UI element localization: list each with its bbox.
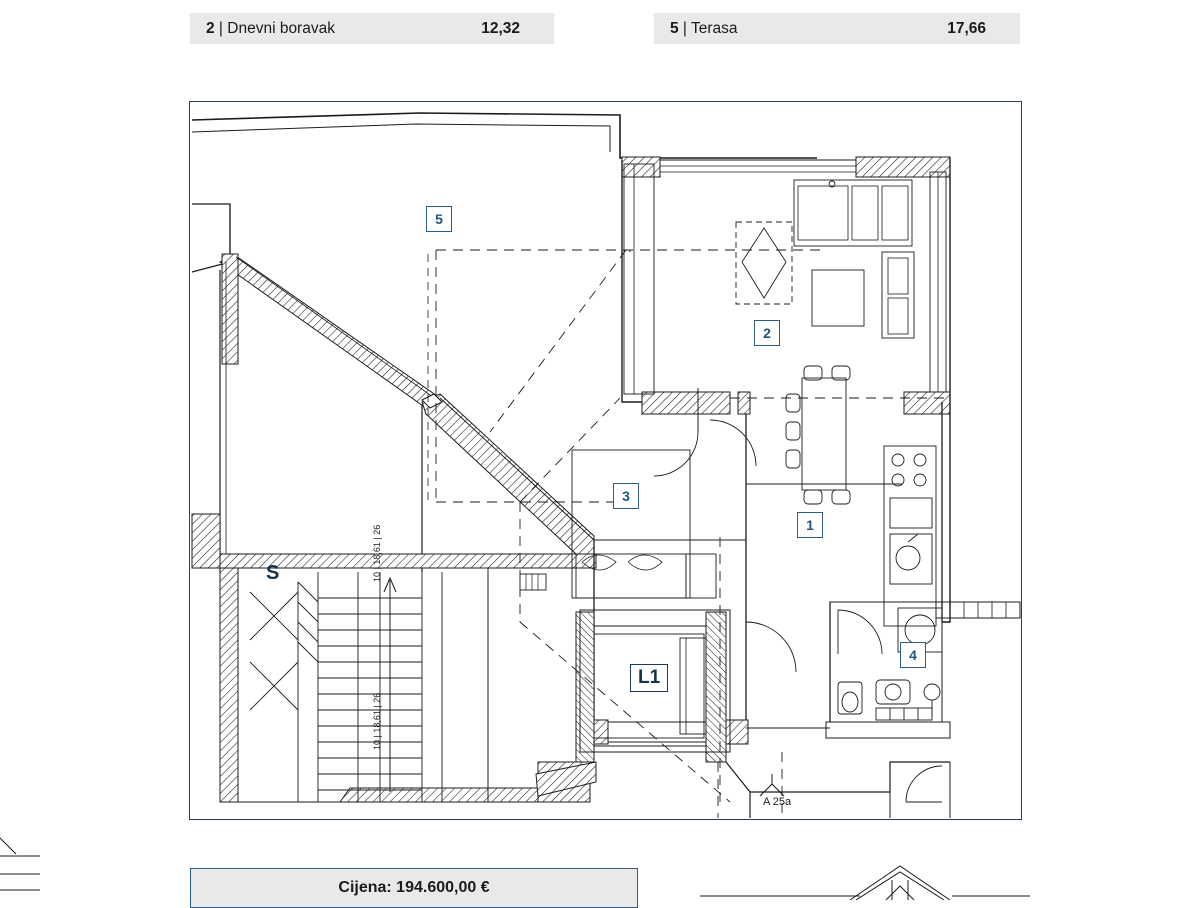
stair-dimension-1: 10 | 18,61 | 26 xyxy=(372,524,382,582)
roof-fragment-decoration xyxy=(700,860,1030,900)
price-bar xyxy=(190,868,638,908)
legend-area-left: 12,32 xyxy=(481,19,520,37)
page-edge-decoration xyxy=(0,830,40,900)
room-tag-4: 4 xyxy=(900,642,926,668)
legend-row-dnevni-boravak xyxy=(190,13,554,44)
lift-label: L1 xyxy=(630,664,668,692)
room-tag-5: 5 xyxy=(426,206,452,232)
stair-label: S xyxy=(266,562,280,584)
floor-plan-drawing xyxy=(190,102,1021,819)
section-marker-label: A 25a xyxy=(763,796,792,808)
legend-row-terasa xyxy=(654,13,1020,44)
room-tag-2: 2 xyxy=(754,320,780,346)
legend-label-left: 2 | Dnevni boravak xyxy=(206,19,335,37)
legend-label-right: 5 | Terasa xyxy=(670,19,738,37)
legend-area-right: 17,66 xyxy=(947,19,986,37)
room-tag-3: 3 xyxy=(613,483,639,509)
price-text: Cijena: 194.600,00 € xyxy=(338,879,490,896)
stair-dimension-2: 10 | 18,61 | 26 xyxy=(372,692,382,750)
room-tag-1: 1 xyxy=(797,512,823,538)
floor-plan xyxy=(189,101,1022,820)
